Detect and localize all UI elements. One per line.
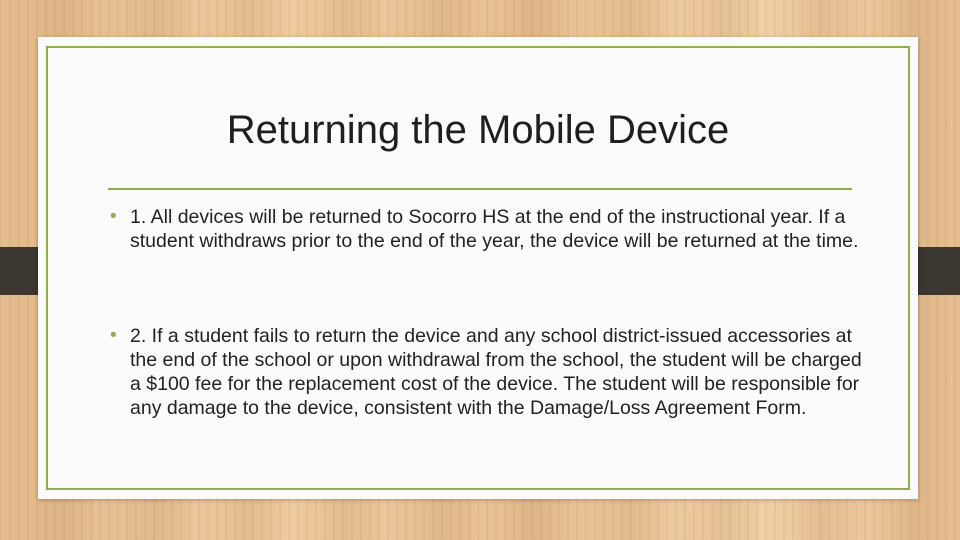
bullet-dot-icon: •	[110, 325, 117, 346]
slide-card	[38, 37, 918, 499]
bullet-dot-icon: •	[110, 206, 117, 227]
title-divider	[108, 188, 852, 190]
bullet-item-1	[110, 205, 870, 253]
slide-title: Returning the Mobile Device	[226, 108, 730, 152]
bullet-text-2: 2. If a student fails to return the device and any school district-issued accessories at the end of the school or upon withdrawal from the school, the student will be charged a $100 fee for the replacement cost of the device. The student will be responsible for any damage to the device, consistent with the Damage/Loss Agreement Form.	[130, 325, 862, 419]
bullet-item-2	[110, 324, 870, 420]
bullet-text-1: 1. All devices will be returned to Socorro HS at the end of the instructional year. If a student withdraws prior to the end of the year, the device will be returned at the time.	[130, 206, 859, 252]
